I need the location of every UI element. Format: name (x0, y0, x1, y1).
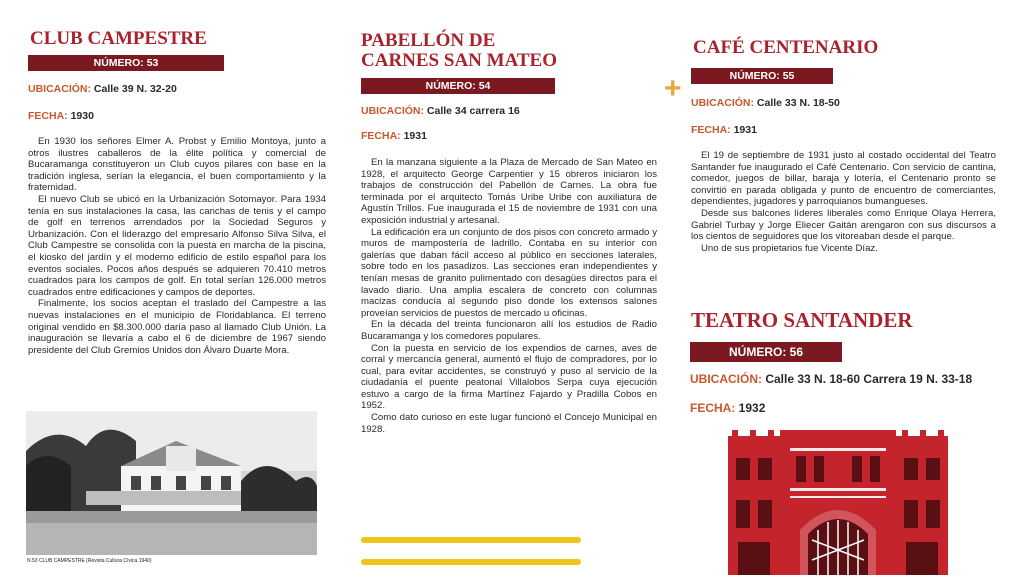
fecha-line (361, 130, 427, 142)
paragraph: Como dato curioso en este lugar funcionó el Concejo Municipal en 1928. (361, 412, 657, 435)
section-title: TEATRO SANTANDER (691, 308, 913, 332)
numero-badge: NÚMERO: 53 (28, 55, 224, 71)
ubicacion-line (691, 97, 840, 109)
photo-caption: N.53 CLUB CAMPESTRE (Revista Cultura Cívica 1940) (27, 558, 152, 564)
fecha-label: FECHA: (691, 124, 731, 136)
paragraph: El nuevo Club se ubicó en la Urbanización Sotomayor. Para 1934 tenía en sus instalaciones la casa, las canchas de tenis y el campo de golf en terrenos arrendados por la Sociedad Seguros y Urbanización. Con el liderazgo del empresario Alfonso Silva Silva, el Club Campestre se consolida con la puesta en marcha de la piscina, el kiosko del jardín y el moderno edificio de estilo español para los eventos sociales. Pocos años después se adquieren 70.410 metros cuadrados para los campos de golf. En total serían 126.000 metros cuadrados entre edificaciones y campos de deportes. (28, 193, 326, 298)
club-campestre-photo (26, 411, 317, 555)
paragraph: Uno de sus propietarios fue Vicente Díaz. (701, 242, 878, 254)
section-title: CLUB CAMPESTRE (30, 28, 207, 49)
paragraph: El 19 de septiembre de 1931 justo al costado occidental del Teatro Santander fue inaugurado el Café Centenario. Con servicio de cantina, comedor, juegos de billar, baraja y lotería, el Centenario pronto se convirtió en parada obligada y punto de encuentro de comerciantes, dependientes, jugadores y parroquianos bumangueses. (691, 150, 996, 208)
ubicacion-value: Calle 39 N. 32-20 (93, 83, 177, 95)
body-text (28, 136, 326, 356)
paragraph: En la década del treinta funcionaron allí los estudios de Radio Bucaramanga y los comedores populares. (361, 319, 657, 342)
fecha-label: FECHA: (28, 110, 68, 122)
fecha-value: 1931 (403, 130, 427, 142)
title-line-1: PABELLÓN DE (361, 30, 496, 51)
fecha-line (690, 401, 765, 415)
teatro-building-illustration (728, 430, 948, 575)
fecha-value: 1930 (70, 110, 94, 122)
yellow-divider-2 (361, 559, 581, 565)
section-title: CAFÉ CENTENARIO (693, 37, 879, 58)
fecha-value: 1932 (738, 401, 766, 415)
fecha-label: FECHA: (690, 401, 736, 415)
paragraph: Finalmente, los socios aceptan el traslado del Campestre a las nuevas instalaciones en el municipio de Floridablanca. El terreno original vendido en $8.300.000 daría paso al llamado Club Unión. La inauguración se llevaría a cabo el 6 de diciembre de 1967 siendo presidente del Club Gremios Unidos don Álvaro Duarte Mora. (28, 298, 326, 356)
ubicacion-label: UBICACIÓN: (361, 105, 424, 117)
plus-icon: + (664, 72, 682, 105)
paragraph: La edificación era un conjunto de dos pisos con concreto armado y muros de mampostería de ladrillo. Contaba en su interior con galerías que daban fácil acceso al público en secciones laterales, sobre todo en los pasadizos. Las secciones eran independientes y tenían mesas de granito pulimentado con desagües directos para el lavado diario. Una amplia escalera de concreto con columnas macizas conducía al segundo piso donde los extensos salones proveían servicios de puestos de mercado u oficinas. (361, 226, 657, 319)
numero-badge: NÚMERO: 56 (690, 342, 842, 362)
photo-illustration (26, 411, 317, 555)
ubicacion-value: Calle 33 N. 18-60 Carrera 19 N. 33-18 (765, 372, 973, 386)
building-icon (728, 430, 948, 575)
yellow-divider-1 (361, 537, 581, 543)
paragraph: En la manzana siguiente a la Plaza de Mercado de San Mateo en 1928, el arquitecto George Carpentier y 15 obreros iniciaron los trabajos de construcción del Pabellón de Carnes. La obra fue terminada por el arquitecto Tomás Uribe Uribe con auxiliatura de Agustín Trillos. Fue inaugurada el 15 de noviembre de 1931 con una exposición industrial y artesanal. (361, 157, 657, 226)
ubicacion-label: UBICACIÓN: (691, 97, 754, 109)
ubicacion-value: Calle 33 N. 18-50 (756, 97, 840, 109)
fecha-line (28, 110, 94, 122)
ubicacion-label: UBICACIÓN: (690, 372, 762, 386)
body-text (361, 157, 657, 435)
numero-badge: NÚMERO: 55 (691, 68, 833, 84)
section-title (361, 31, 557, 71)
ubicacion-line (28, 83, 177, 95)
paragraph: Con la puesta en servicio de los expendios de carnes, aves de corral y mercancía general, aumentó el flujo de compradores, por lo cual, para evitar accidentes, se construyó y puso al servicio de la ciudadanía el puente peatonal Villalobos Serpa cuya ejecución estuvo a cargo de la firma Martínez Fajardo y Pradilla Cobos en 1952. (361, 342, 657, 412)
ubicacion-line (361, 105, 520, 117)
fecha-line (691, 124, 757, 136)
title-line-2: CARNES SAN MATEO (361, 49, 558, 71)
fecha-value: 1931 (733, 124, 757, 136)
ubicacion-value: Calle 34 carrera 16 (426, 105, 520, 117)
numero-badge: NÚMERO: 54 (361, 78, 555, 94)
ubicacion-line (690, 372, 972, 386)
body-text (691, 150, 996, 254)
fecha-label: FECHA: (361, 130, 401, 142)
ubicacion-label: UBICACIÓN: (28, 83, 91, 95)
paragraph: Desde sus balcones líderes liberales como Enrique Olaya Herrera, Gabriel Turbay y Jorge Eliecer Gaitán arengaron con sus discursos a los cientos de seguidores que los vitoreaban desde el parque. (691, 207, 996, 243)
paragraph: En 1930 los señores Elmer A. Probst y Emilio Montoya, junto a otros ilustres caballeros de la élite política y comercial de Bucaramanga constituyeron un Club cuyos pilares con base en la tradición inglesa, serían la elegancia, el buen comportamiento y la fraternidad. (28, 136, 326, 194)
